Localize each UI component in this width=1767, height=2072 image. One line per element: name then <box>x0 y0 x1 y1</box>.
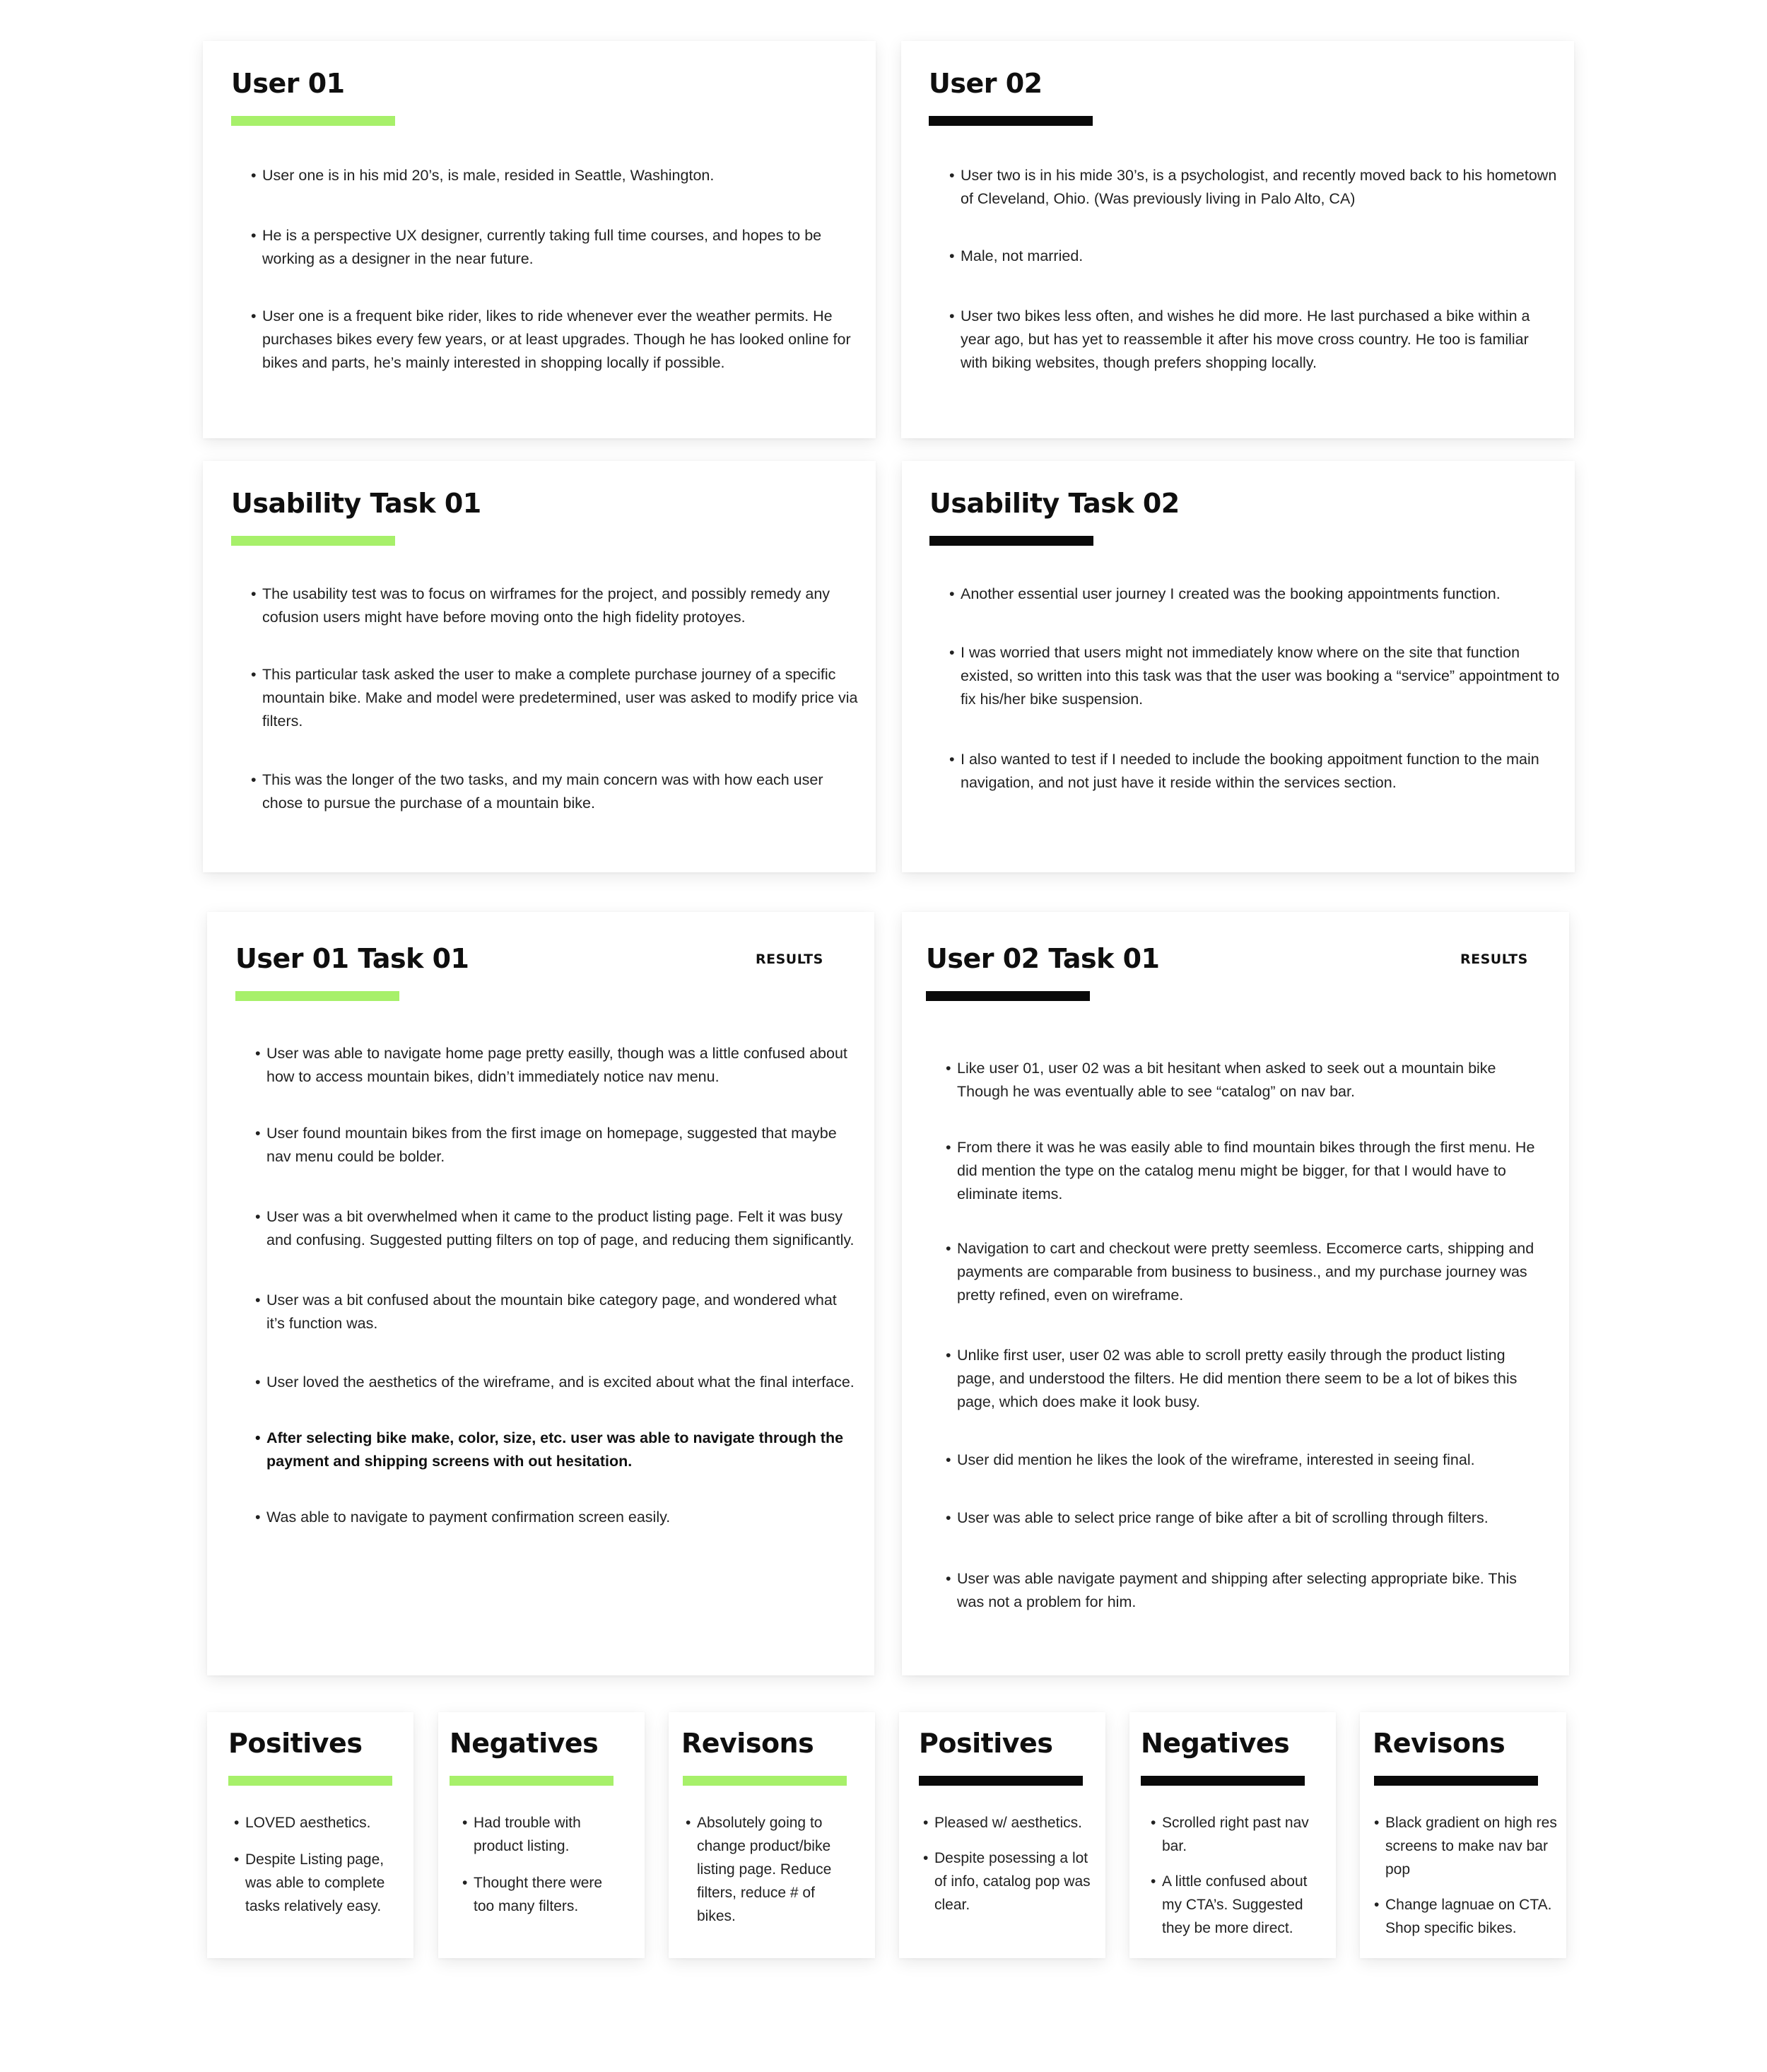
user-01-positives-card <box>207 1712 413 1958</box>
list-item: • The usability test was to focus on wirframes for the project, and possibly remedy any cofusion users might have before moving onto the high fidelity protoyes. <box>251 583 859 629</box>
user-02-task-01-list <box>946 1057 1546 1614</box>
list-item: • Change lagnuae on CTA. Shop specific bikes. <box>1374 1893 1559 1940</box>
user-02-negatives-underline <box>1141 1776 1305 1786</box>
user-02-revisions-title: Revisons <box>1373 1728 1505 1759</box>
user-01-title: User 01 <box>231 68 345 99</box>
list-item: • Navigation to cart and checkout were pretty seemless. Eccomerce carts, shipping and payments are comparable from business to business., and my purchase journey was pretty refined, even on wireframe. <box>946 1237 1546 1307</box>
user-02-revisions-underline <box>1374 1776 1538 1786</box>
user-01-card <box>203 41 876 438</box>
user-01-list <box>251 164 859 375</box>
list-item: • User was able to select price range of bike after a bit of scrolling through filters. <box>946 1506 1546 1530</box>
list-item: • This particular task asked the user to make a complete purchase journey of a specific mountain bike. Make and model were predetermined, user was asked to modify price via filters. <box>251 663 859 733</box>
user-02-revisions-list <box>1374 1811 1559 1940</box>
user-02-title: User 02 <box>929 68 1043 99</box>
list-item: • A little confused about my CTA’s. Suggested they be more direct. <box>1151 1870 1327 1940</box>
user-01-revisions-card <box>669 1712 875 1958</box>
list-item: • User did mention he likes the look of the wireframe, interested in seeing final. <box>946 1448 1546 1472</box>
user-02-task-01-card <box>902 912 1569 1675</box>
list-item: • After selecting bike make, color, size, etc. user was able to navigate through the payment and shipping screens with out hesitation. <box>255 1427 856 1473</box>
user-01-revisions-underline <box>683 1776 847 1786</box>
user-01-underline <box>231 116 395 126</box>
list-item: • This was the longer of the two tasks, and my main concern was with how each user chose to pursue the purchase of a mountain bike. <box>251 768 859 815</box>
list-item: • User one is a frequent bike rider, likes to ride whenever ever the weather permits. He purchases bikes every few years, or at least upgrades. Though he has looked online for bikes and parts, he’s mainly interested in shopping locally if possible. <box>251 305 859 375</box>
list-item: • LOVED aesthetics. <box>234 1811 404 1834</box>
usability-task-02-underline <box>929 536 1093 546</box>
list-item: • I also wanted to test if I needed to include the booking appoitment function to the main navigation, and not just have it reside within the services section. <box>949 748 1564 795</box>
list-item: • User found mountain bikes from the first image on homepage, suggested that maybe nav menu could be bolder. <box>255 1122 856 1169</box>
user-02-positives-title: Positives <box>919 1728 1053 1759</box>
list-item: • User loved the aesthetics of the wireframe, and is excited about what the final interface. <box>255 1371 856 1394</box>
list-item: • User one is in his mid 20’s, is male, resided in Seattle, Washington. <box>251 164 859 187</box>
list-item: • User two bikes less often, and wishes he did more. He last purchased a bike within a year ago, but has yet to reassemble it after his move cross country. He too is familiar with biking websites, though prefers shopping locally. <box>949 305 1557 375</box>
list-item: • Despite posessing a lot of info, catalog pop was clear. <box>923 1846 1097 1916</box>
user-02-positives-card <box>899 1712 1105 1958</box>
user-02-task-01-title: User 02 Task 01 <box>926 943 1160 974</box>
user-01-positives-title: Positives <box>228 1728 363 1759</box>
list-item: • Male, not married. <box>949 245 1557 268</box>
user-01-task-01-underline <box>235 991 399 1001</box>
user-02-negatives-list <box>1151 1811 1327 1940</box>
user-02-card <box>901 41 1574 438</box>
usability-task-02-title: Usability Task 02 <box>929 488 1180 519</box>
list-item: • User was able to navigate home page pretty easilly, though was a little confused about how to access mountain bikes, didn’t immediately notice nav menu. <box>255 1042 856 1089</box>
list-item: • User was a bit confused about the mountain bike category page, and wondered what it’s function was. <box>255 1289 856 1335</box>
user-01-task-01-list <box>255 1042 856 1529</box>
list-item: • I was worried that users might not immediately know where on the site that function existed, so written into this task was that the user was booking a “service” appointment to fix his/her bike suspension. <box>949 641 1564 711</box>
list-item: • He is a perspective UX designer, currently taking full time courses, and hopes to be working as a designer in the near future. <box>251 224 859 271</box>
usability-task-01-title: Usability Task 01 <box>231 488 481 519</box>
list-item: • Absolutely going to change product/bike listing page. Reduce filters, reduce # of bikes. <box>686 1811 855 1928</box>
list-item: • User was a bit overwhelmed when it came to the product listing page. Felt it was busy and confusing. Suggested putting filters on top of page, and reducing them significantly. <box>255 1205 856 1252</box>
user-01-negatives-underline <box>450 1776 614 1786</box>
usability-task-01-list <box>251 583 859 815</box>
user-02-positives-list <box>923 1811 1097 1916</box>
list-item: • Was able to navigate to payment confirmation screen easily. <box>255 1506 856 1529</box>
user-01-revisions-title: Revisons <box>681 1728 814 1759</box>
results-label: RESULTS <box>1460 952 1528 967</box>
list-item: • Pleased w/ aesthetics. <box>923 1811 1097 1834</box>
list-item: • From there it was he was easily able to find mountain bikes through the first menu. He did mention the type on the catalog menu might be bigger, for that I would have to eliminate items. <box>946 1136 1546 1206</box>
list-item: • Thought there were too many filters. <box>462 1871 626 1918</box>
user-02-list <box>949 164 1557 375</box>
list-item: • Unlike first user, user 02 was able to scroll pretty easily through the product listing page, and understood the filters. He did mention there seem to be a lot of bikes this page, which does make it look busy. <box>946 1344 1546 1414</box>
usability-task-01-underline <box>231 536 395 546</box>
user-01-positives-list <box>234 1811 404 1918</box>
list-item: • Scrolled right past nav bar. <box>1151 1811 1327 1858</box>
list-item: • Despite Listing page, was able to complete tasks relatively easy. <box>234 1848 404 1918</box>
list-item: • User two is in his mide 30’s, is a psychologist, and recently moved back to his hometown of Cleveland, Ohio. (Was previously living in Palo Alto, CA) <box>949 164 1557 211</box>
list-item: • Black gradient on high res screens to make nav bar pop <box>1374 1811 1559 1881</box>
user-01-task-01-card <box>207 912 874 1675</box>
list-item: • Like user 01, user 02 was a bit hesitant when asked to seek out a mountain bike Though he was eventually able to see “catalog” on nav bar. <box>946 1057 1546 1104</box>
list-item: • User was able navigate payment and shipping after selecting appropriate bike. This was not a problem for him. <box>946 1567 1546 1614</box>
user-02-revisions-card <box>1360 1712 1566 1958</box>
user-02-positives-underline <box>919 1776 1083 1786</box>
list-item: • Another essential user journey I created was the booking appointments function. <box>949 583 1564 606</box>
list-item: • Had trouble with product listing. <box>462 1811 626 1858</box>
user-01-positives-underline <box>228 1776 392 1786</box>
usability-task-02-card <box>902 461 1575 872</box>
user-02-underline <box>929 116 1093 126</box>
results-label: RESULTS <box>756 952 823 967</box>
user-01-negatives-list <box>462 1811 626 1918</box>
user-02-negatives-title: Negatives <box>1141 1728 1290 1759</box>
user-02-negatives-card <box>1129 1712 1336 1958</box>
user-02-task-01-underline <box>926 991 1090 1001</box>
usability-task-02-list <box>949 583 1564 795</box>
user-01-negatives-card <box>438 1712 645 1958</box>
user-01-negatives-title: Negatives <box>450 1728 599 1759</box>
user-01-revisions-list <box>686 1811 855 1928</box>
user-01-task-01-title: User 01 Task 01 <box>235 943 469 974</box>
usability-task-01-card <box>203 461 876 872</box>
